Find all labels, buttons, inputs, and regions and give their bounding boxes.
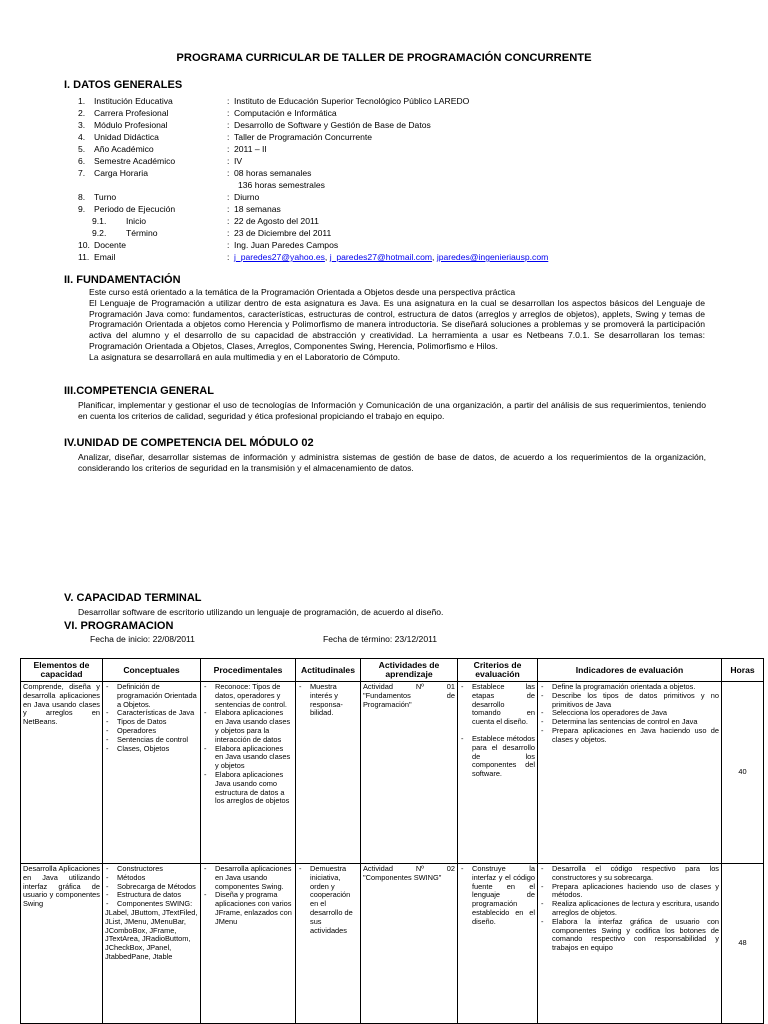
list-item: - Operadores xyxy=(105,727,198,736)
fundamentacion-p3: La asignatura se desarrollará en aula multimedia y en el Laboratorio de Cómputo. xyxy=(89,351,400,362)
section-heading-capacidad-terminal: V. CAPACIDAD TERMINAL xyxy=(64,592,202,604)
list-item: - Define la programación orientada a objetos. xyxy=(540,683,719,692)
list-item: - Elabora la interfaz gráfica de usuario con componentes Swing y codifica los botones de comando respectivo con responsabilidad y trabajos en equipo xyxy=(540,918,719,953)
row1-conceptuales-list xyxy=(105,683,198,753)
section-heading-programacion: VI. PROGRAMACION xyxy=(64,620,174,632)
list-item: - Métodos xyxy=(105,874,198,883)
list-item: - Diseña y programa aplicaciones con varios JFrame, enlazados con JMenu xyxy=(203,891,293,926)
row2-criterios-list xyxy=(460,865,535,927)
email-link-usp[interactable]: jparedes@ingenieriausp.com xyxy=(436,252,549,262)
row1-conceptuales xyxy=(103,682,201,864)
fundamentacion-p2: El Lenguaje de Programación a utilizar dentro de esta asignatura es Java. Es una asignatura en la cual se desarrollan los aspectos básicos del Lenguaje de Programación Java como: fundamentos, características, estructuras de control, estructura de datos (arreglos y arreglos de objetos), applets, Swing y temas de Programación Orientada a objetos como Herencia y Polimorfismo de manera introductoria. Se diseñará soluciones a problemas y se promoverá la participación activa del alumno y el desarrollo de su capacidad de abstracción y creatividad. La herramienta a usar es Netbeans 7.0.1. Se desarrollaran los temas: Programación Orientada a Objetos, Clases, Arreglos, Componentes Swing, Herencia, Polimorfismo e Hilos. xyxy=(89,297,705,351)
row2-conceptuales-list xyxy=(105,865,198,909)
header-procedimentales: Procedimentales xyxy=(201,659,296,682)
row2-conceptuales xyxy=(103,864,201,1024)
table-header-row xyxy=(21,659,764,682)
list-item: - Elabora aplicaciones en Java usando clases y objetos xyxy=(203,745,293,771)
list-item: - Tipos de Datos xyxy=(105,718,198,727)
list-item: - Características de Java xyxy=(105,709,198,718)
list-item: - Describe los tipos de datos primitivos y no primitivos de Java xyxy=(540,692,719,710)
list-item: - Selecciona los operadores de Java xyxy=(540,709,719,718)
list-item: - Establece métodos para el desarrollo de los componentes del software. xyxy=(460,735,535,779)
email-link-yahoo[interactable]: j_paredes27@yahoo.es xyxy=(234,252,325,262)
section-heading-unidad-competencia: IV.UNIDAD DE COMPETENCIA DEL MÓDULO 02 xyxy=(64,437,314,449)
fecha-inicio: Fecha de inicio: 22/08/2011 xyxy=(90,634,195,644)
table-row xyxy=(21,682,764,864)
list-item: - Prepara aplicaciones haciendo uso de clases y métodos. xyxy=(540,883,719,901)
fundamentacion-text xyxy=(89,287,705,363)
row1-indicadores-list xyxy=(540,683,719,745)
capacidad-terminal-text: Desarrollar software de escritorio utilizando un lenguaje de programación, de acuerdo al diseño. xyxy=(78,607,444,617)
header-criterios: Criterios de evaluación xyxy=(458,659,538,682)
row1-procedimentales xyxy=(201,682,296,864)
row2-actitudinales-list xyxy=(298,865,358,935)
fundamentacion-p1: Este curso está orientado a la temática de la Programación Orientada a Objetos desde una perspectiva práctica xyxy=(89,287,516,297)
list-item: - Constructores xyxy=(105,865,198,874)
header-indicadores: Indicadores de evaluación xyxy=(538,659,722,682)
list-item: - Desarrolla el código respectivo para los constructores y su sobrecarga. xyxy=(540,865,719,883)
list-item: - Prepara aplicaciones en Java haciendo uso de clases y objetos. xyxy=(540,727,719,745)
section-heading-fundamentacion: II. FUNDAMENTACIÓN xyxy=(64,274,181,286)
row1-actitudinales-list xyxy=(298,683,358,718)
section-heading-datos-generales: I. DATOS GENERALES xyxy=(64,79,183,91)
list-item: - Definición de programación Orientada a Objetos. xyxy=(105,683,198,709)
list-item: - Realiza aplicaciones de lectura y escritura, usando arreglos de objetos. xyxy=(540,900,719,918)
row1-actividad: Actividad Nº 01 "Fundamentos de Programación" xyxy=(361,682,458,864)
row1-horas: 40 xyxy=(722,682,764,864)
fecha-termino: Fecha de término: 23/12/2011 xyxy=(323,634,438,644)
list-item: - Elabora aplicaciones Java usando como estructura de datos a los arreglos de objetos xyxy=(203,771,293,806)
list-item: - Componentes SWING: xyxy=(105,900,198,909)
header-elementos: Elementos de capacidad xyxy=(21,659,103,682)
list-item: - Reconoce: Tipos de datos, operadores y sentencias de control. xyxy=(203,683,293,709)
unidad-competencia-text: Analizar, diseñar, desarrollar sistemas de información y administra sistemas de gestión de base de datos, de acuerdo a los requerimientos de la organización, considerando los criterios de seguridad en la transmisión y el almacenamiento de datos. xyxy=(78,452,706,473)
row1-indicadores xyxy=(538,682,722,864)
section-heading-competencia-general: III.COMPETENCIA GENERAL xyxy=(64,385,214,397)
row2-actitudinales xyxy=(296,864,361,1024)
list-item: - Clases, Objetos xyxy=(105,745,198,754)
list-item: - Construye la interfaz y el código fuente en el lenguaje de programación establecido en el diseño. xyxy=(460,865,535,927)
list-item: - Desarrolla aplicaciones en Java usando componentes Swing. xyxy=(203,865,293,891)
programacion-table xyxy=(20,658,764,1024)
row2-procedimentales-list xyxy=(203,865,293,927)
row2-elemento: Desarrolla Aplicaciones en Java utilizando interfaz gráfica de usuario y componentes Swing xyxy=(21,864,103,1024)
row2-horas: 48 xyxy=(722,864,764,1024)
competencia-general-text: Planificar, implementar y gestionar el uso de tecnologías de Información y Comunicación de una organización, a partir del análisis de sus requerimientos, teniendo en cuenta los criterios de calidad, seguridad y ética profesional propiciando el trabajo en equipo. xyxy=(78,400,706,421)
list-item: - Sobrecarga de Métodos xyxy=(105,883,198,892)
row2-procedimentales xyxy=(201,864,296,1024)
row1-procedimentales-list xyxy=(203,683,293,806)
list-item: - Estructura de datos xyxy=(105,891,198,900)
list-item: - Determina las sentencias de control en Java xyxy=(540,718,719,727)
row1-actitudinales xyxy=(296,682,361,864)
document-title: PROGRAMA CURRICULAR DE TALLER DE PROGRAMACIÓN CONCURRENTE xyxy=(176,52,592,64)
list-item: - Establece las etapas de desarrollo tomando en cuenta el diseño. xyxy=(460,683,535,727)
table-row xyxy=(21,864,764,1024)
list-item: - Demuestra iniciativa, orden y cooperación en el desarrollo de sus actividades xyxy=(298,865,358,935)
header-horas: Horas xyxy=(722,659,764,682)
list-item: - Elabora aplicaciones en Java usando clases y objetos para la interacción de datos xyxy=(203,709,293,744)
list-item: - Sentencias de control xyxy=(105,736,198,745)
list-item: - Muestra interés y responsa-bilidad. xyxy=(298,683,358,718)
row2-indicadores xyxy=(538,864,722,1024)
row2-criterios xyxy=(458,864,538,1024)
header-actividades: Actividades de aprendizaje xyxy=(361,659,458,682)
header-actitudinales: Actitudinales xyxy=(296,659,361,682)
row2-indicadores-list xyxy=(540,865,719,953)
row1-elemento: Comprende, diseña y desarrolla aplicaciones en Java usando clases y arreglos en NetBeans. xyxy=(21,682,103,864)
row1-criterios xyxy=(458,682,538,864)
row2-actividad: Actividad Nº 02 "Componentes SWING" xyxy=(361,864,458,1024)
header-conceptuales: Conceptuales xyxy=(103,659,201,682)
row2-swing-components: JLabel, JButtom, JTextFiled, JList, JMenu, JMenuBar, JComboBox, JFrame, JTextArea, JRadioButtom, JCheckBox, JPanel, JtabbedPane, Jtable xyxy=(105,907,198,961)
row1-criterios-list xyxy=(460,683,535,779)
email-link-hotmail[interactable]: j_paredes27@hotmail.com xyxy=(329,252,433,262)
